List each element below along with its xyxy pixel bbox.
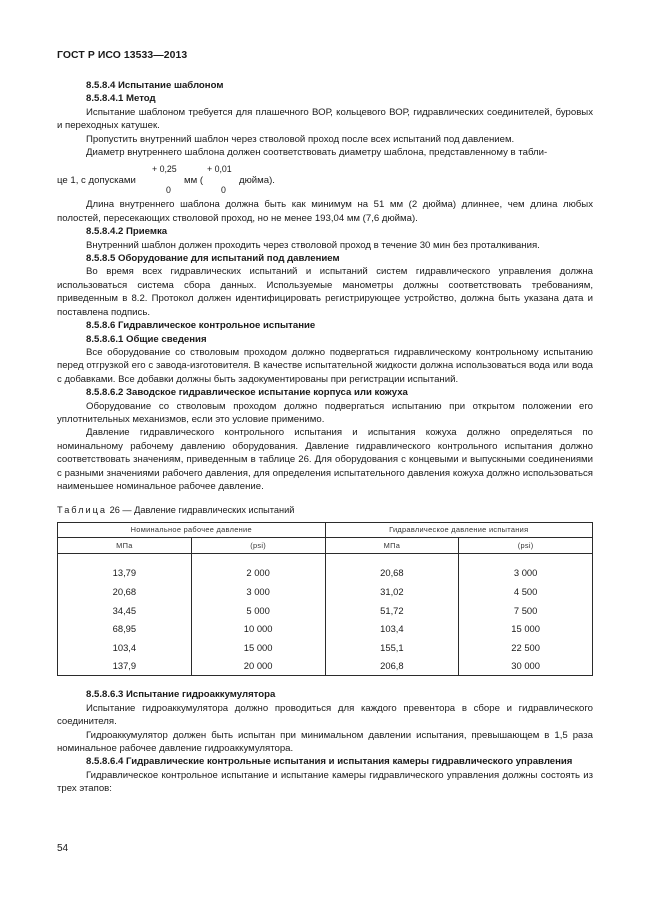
pressure-table [57, 522, 593, 677]
formula-lead-text: це 1, с допусками [57, 175, 136, 187]
table-cell: 68,95 [58, 620, 192, 639]
table-row [58, 564, 593, 583]
paragraph: Все оборудование со стволовым проходом должно подвергаться гидравлическому контрольному испытанию перед отгрузкой его с завода-изготовителя. В качестве испытательной жидкости должна использоваться вода или вода с добавками. Все добавки должны быть задокументированы при регистрации испытаний. [57, 346, 593, 385]
table-cell: 137,9 [58, 657, 192, 676]
paragraph: Испытание шаблоном требуется для плашечного ВОР, кольцевого ВОР, гидравлических соединителей, буровых и переходных катушек. [57, 106, 593, 132]
table-cell: 3 000 [191, 582, 325, 601]
table-cell: 15 000 [191, 638, 325, 657]
paragraph: Во время всех гидравлических испытаний и испытаний систем гидравлического управления должна использоваться система сбора данных. Используемые манометры должны соответствовать требованиям, приведенным в 8.2. Протокол должен идентифицировать регистрирующее устройство, должна быть указана дата и поставлена подпись. [57, 266, 593, 318]
paragraph: Пропустить внутренний шаблон через стволовой проход после всех испытаний под давлением. [86, 133, 515, 145]
table-cell: 15 000 [459, 620, 593, 639]
section-heading: 8.5.8.4 Испытание шаблоном [86, 80, 224, 91]
section-heading: 8.5.8.5 Оборудование для испытаний под давлением [86, 253, 340, 265]
section-heading: 8.5.8.4.2 Приемка [86, 226, 168, 238]
table-cell: 103,4 [325, 620, 459, 639]
table-cell: 20,68 [58, 582, 192, 601]
table-unit-header: МПа [58, 537, 192, 553]
table-unit-header: (psi) [191, 537, 325, 553]
table-cell: 13,79 [58, 564, 192, 583]
table-cell: 22 500 [459, 638, 593, 657]
section-heading: 8.5.8.6.4 Гидравлические контрольные испытания и испытания камеры гидравлического управления [86, 756, 573, 768]
table-cell: 10 000 [191, 620, 325, 639]
table-row [58, 601, 593, 620]
table-cell: 103,4 [58, 638, 192, 657]
table-cell: 2 000 [191, 564, 325, 583]
unit-mm: мм ( [184, 175, 204, 187]
table-caption-number: 26 [109, 505, 120, 516]
section-heading: 8.5.8.4.1 Метод [86, 93, 156, 105]
table-cell: 3 000 [459, 564, 593, 583]
section-heading: 8.5.8.6.2 Заводское гидравлическое испытание корпуса или кожуха [86, 387, 408, 399]
tolerance-formula [57, 160, 593, 196]
table-cell: 155,1 [325, 638, 459, 657]
section-heading: 8.5.8.6.3 Испытание гидроаккумулятора [86, 689, 276, 701]
table-cell: 5 000 [191, 601, 325, 620]
mm-lower-tolerance: 0 [166, 185, 171, 196]
table-row [58, 582, 593, 601]
inch-upper-tolerance: + 0,01 [207, 164, 232, 175]
document-body [57, 79, 593, 796]
table-cell: 31,02 [325, 582, 459, 601]
table-caption-text: — Давление гидравлических испытаний [122, 505, 295, 516]
table-unit-header: (psi) [459, 537, 593, 553]
table-caption [57, 504, 593, 517]
page-number: 54 [57, 843, 69, 854]
table-cell: 4 500 [459, 582, 593, 601]
table-row [58, 620, 593, 639]
table-row [58, 638, 593, 657]
table-row [58, 657, 593, 676]
paragraph: Внутренний шаблон должен проходить через стволовой проход в течение 30 мин без проталкивания. [86, 239, 540, 251]
paragraph: Гидроаккумулятор должен быть испытан при минимальном давлении испытания, превышающем в 1,5 раза номинальное рабочее давление гидроаккумулятора. [57, 729, 593, 754]
table-group-header: Гидравлическое давление испытания [325, 522, 593, 537]
table-spacer-row [58, 553, 593, 564]
paragraph: Испытание гидроаккумулятора должно проводиться для каждого превентора в сборе и гидравлического соединителя. [57, 702, 593, 728]
table-cell: 30 000 [459, 657, 593, 676]
table-cell: 206,8 [325, 657, 459, 676]
section-heading: 8.5.8.6 Гидравлическое контрольное испытание [86, 320, 316, 332]
table-group-header: Номинальное рабочее давление [58, 522, 326, 537]
unit-inch: дюйма). [239, 175, 275, 187]
table-cell: 20,68 [325, 564, 459, 583]
mm-upper-tolerance: + 0,25 [152, 164, 177, 175]
table-caption-label: Таблица [57, 505, 108, 516]
table-cell: 7 500 [459, 601, 593, 620]
paragraph: Давление гидравлического контрольного испытания и испытания кожуха должно определяться по номинальному рабочему давлению оборудования. Давление гидравлического контрольного испытания должно соответствовать значениям, приведенным в таблице 26. Для оборудования с концевыми и выпускными соединениями с разными значениями рабочего давления, для определения испытательного давления кожуха должно использоваться наименьшее номинальное рабочее давление. [57, 427, 593, 492]
paragraph: Оборудование со стволовым проходом должно подвергаться испытанию при открытом положении его уплотнительных механизмов, если это условие применимо. [57, 400, 593, 425]
table-unit-header: МПа [325, 537, 459, 553]
paragraph: Длина внутреннего шаблона должна быть как минимум на 51 мм (2 дюйма) длиннее, чем длина любых полостей, пересекающих стволовой проход, но не менее 193,04 мм (7,6 дюйма). [57, 199, 593, 224]
paragraph: Гидравлическое контрольное испытание и испытание камеры гидравлического управления должны состоять из трех этапов: [57, 769, 593, 795]
table-cell: 20 000 [191, 657, 325, 676]
table-cell: 51,72 [325, 601, 459, 620]
document-id-header: ГОСТ Р ИСО 13533—2013 [57, 50, 188, 61]
paragraph: Диаметр внутреннего шаблона должен соответствовать диаметру шаблона, представленному в табли- [86, 147, 548, 159]
inch-lower-tolerance: 0 [221, 185, 226, 196]
section-heading: 8.5.8.6.1 Общие сведения [86, 333, 207, 345]
table-cell: 34,45 [58, 601, 192, 620]
